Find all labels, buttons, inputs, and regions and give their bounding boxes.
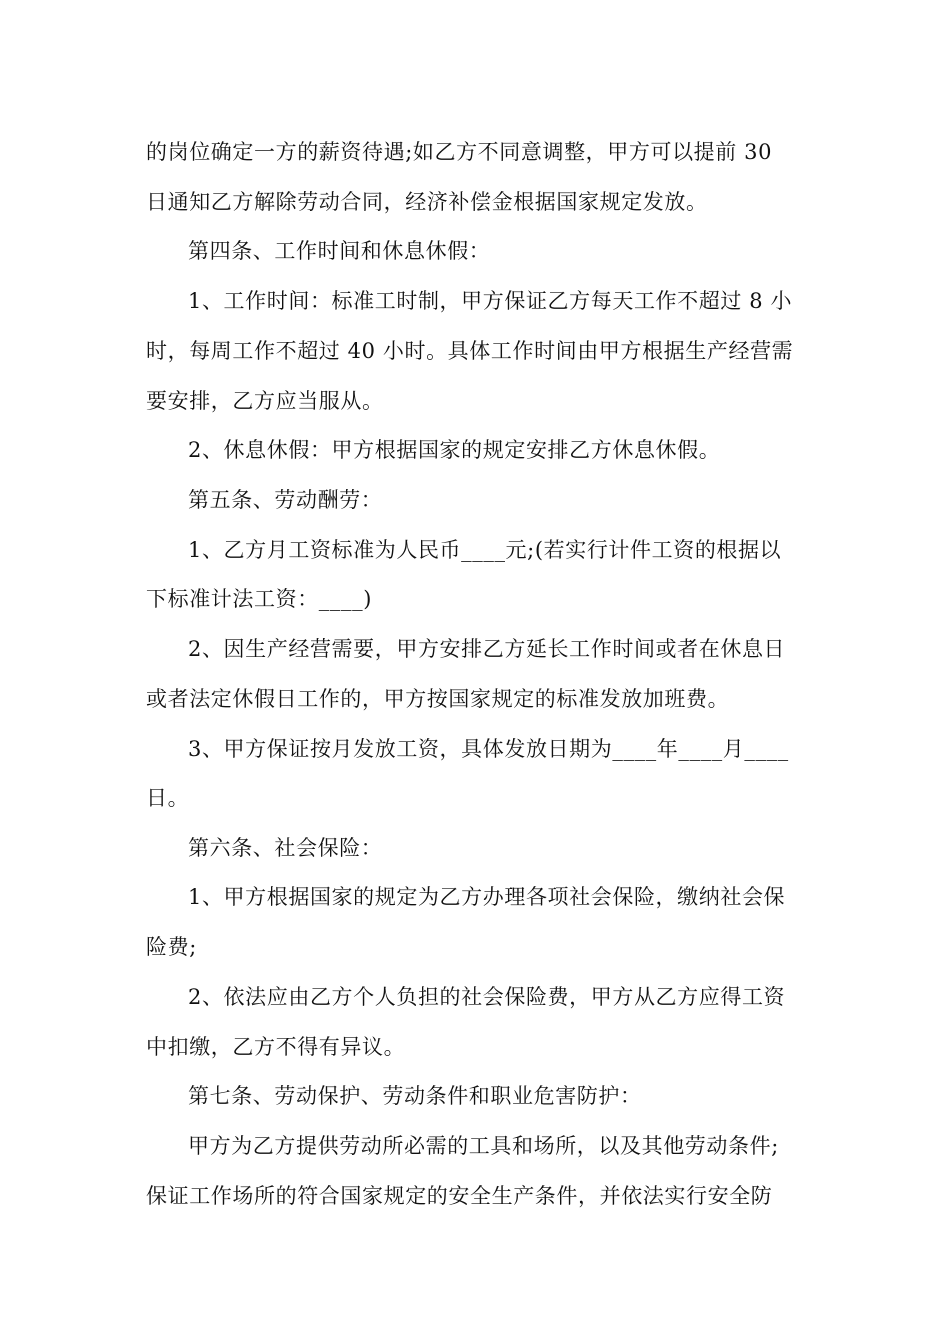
text-line: 甲方为乙方提供劳动所必需的工具和场所，以及其他劳动条件; bbox=[188, 1134, 779, 1158]
text-line: 险费; bbox=[146, 935, 197, 959]
text-line: 2、休息休假：甲方根据国家的规定安排乙方休息休假。 bbox=[188, 438, 721, 462]
text-line: 2、依法应由乙方个人负担的社会保险费，甲方从乙方应得工资 bbox=[188, 985, 786, 1009]
text-line: 1、乙方月工资标准为人民币____元;(若实行计件工资的根据以 bbox=[188, 538, 782, 562]
text-line: 要安排，乙方应当服从。 bbox=[146, 389, 384, 413]
text-line: 1、甲方根据国家的规定为乙方办理各项社会保险，缴纳社会保 bbox=[188, 885, 786, 909]
text-line: 2、因生产经营需要，甲方安排乙方延长工作时间或者在休息日 bbox=[188, 637, 786, 661]
section-heading: 第五条、劳动酬劳： bbox=[188, 488, 383, 512]
text-line: 的岗位确定一方的薪资待遇;如乙方不同意调整，甲方可以提前 30 bbox=[146, 140, 773, 164]
text-line: 1、工作时间：标准工时制，甲方保证乙方每天工作不超过 8 小 bbox=[188, 289, 793, 313]
text-line: 下标准计法工资：____) bbox=[146, 587, 372, 611]
text-line: 时，每周工作不超过 40 小时。具体工作时间由甲方根据生产经营需 bbox=[146, 339, 794, 363]
text-line: 保证工作场所的符合国家规定的安全生产条件，并依法实行安全防 bbox=[146, 1184, 773, 1208]
text-line: 日。 bbox=[146, 786, 190, 810]
text-line: 中扣缴，乙方不得有异议。 bbox=[146, 1035, 406, 1059]
section-heading: 第七条、劳动保护、劳动条件和职业危害防护： bbox=[188, 1084, 642, 1108]
section-heading: 第六条、社会保险： bbox=[188, 836, 383, 860]
text-line: 3、甲方保证按月发放工资，具体发放日期为____年____月____ bbox=[188, 737, 789, 761]
text-line: 日通知乙方解除劳动合同，经济补偿金根据国家规定发放。 bbox=[146, 190, 708, 214]
text-line: 或者法定休假日工作的，甲方按国家规定的标准发放加班费。 bbox=[146, 687, 730, 711]
section-heading: 第四条、工作时间和休息休假： bbox=[188, 239, 491, 263]
